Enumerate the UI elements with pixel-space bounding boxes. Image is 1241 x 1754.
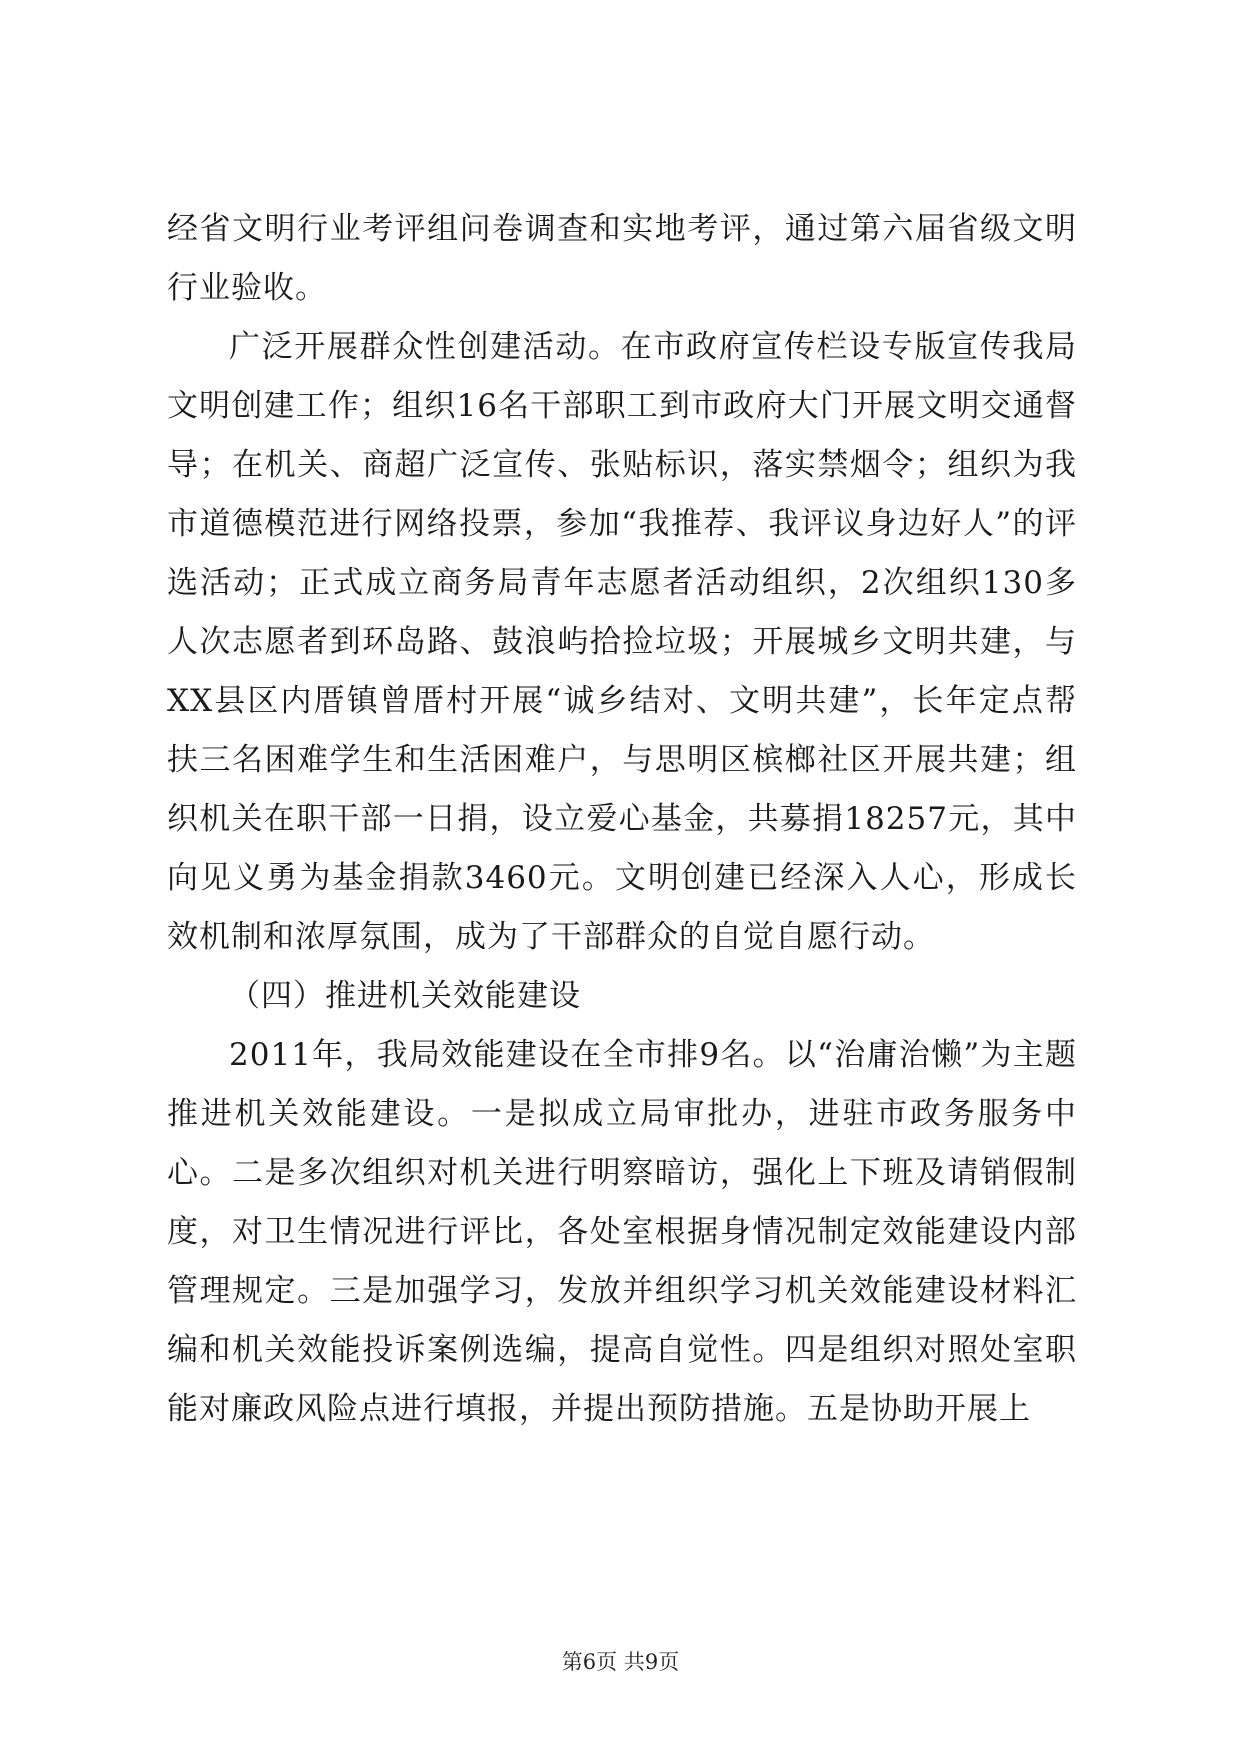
page-number-footer: 第6页 共9页 <box>561 1650 680 1674</box>
paragraph-continuation: 经省文明行业考评组问卷调查和实地考评，通过第六届省级文明行业验收。 <box>167 211 1077 306</box>
paragraph-efficiency: 2011年，我局效能建设在全市排9名。以“治庸治懒”为主题推进机关效能建设。一是拟成立局审批办，进驻市政务服务中心。二是多次组织对机关进行明察暗访，强化上下班及请销假制度，对卫生情况进行评比，各处室根据身情况制定效能建设内部管理规定。三是加强学习，发放并组织学习机关效能建设材料汇编和机关效能投诉案例选编，提高自觉性。四是组织对照处室职能对廉政风险点进行填报，并提出预防措施。五是协助开展上 <box>167 1037 1077 1427</box>
paragraph-mass-activities: 广泛开展群众性创建活动。在市政府宣传栏设专版宣传我局文明创建工作；组织16名干部职工到市政府大门开展文明交通督导；在机关、商超广泛宣传、张贴标识，落实禁烟令；组织为我市道德模范进行网络投票，参加“我推荐、我评议身边好人”的评选活动；正式成立商务局青年志愿者活动组织，2次组织130多人次志愿者到环岛路、鼓浪屿拾捡垃圾；开展城乡文明共建，与XX县区内厝镇曾厝村开展“诚乡结对、文明共建”，长年定点帮扶三名困难学生和生活困难户，与思明区槟榔社区开展共建；组织机关在职干部一日捐，设立爱心基金，共募捐18257元，其中向见义勇为基金捐款3460元。文明创建已经深入人心，形成长效机制和浓厚氛围，成为了干部群众的自觉自愿行动。 <box>167 329 1077 955</box>
document-body <box>167 200 1077 1439</box>
section-heading: （四）推进机关效能建设 <box>229 978 581 1014</box>
